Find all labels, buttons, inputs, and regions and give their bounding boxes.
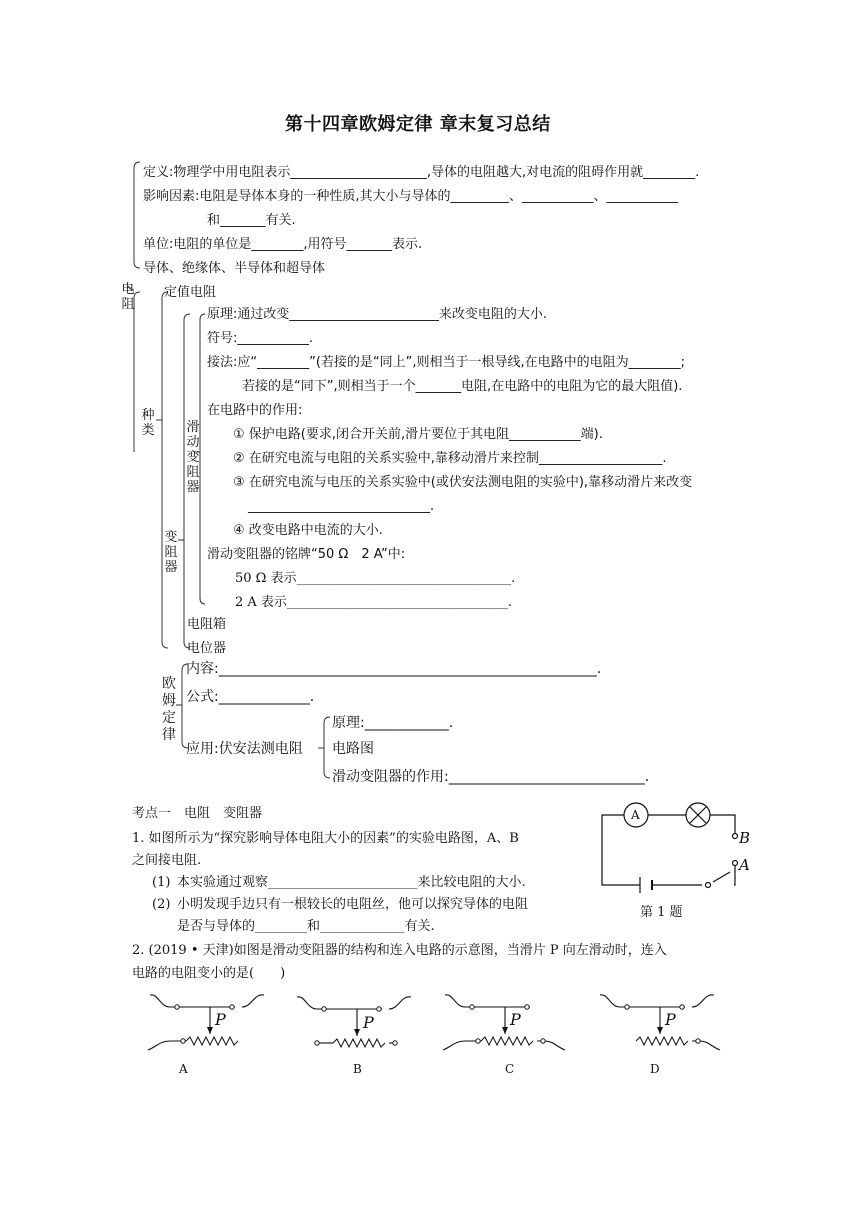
outline-ohm-application: 应用:伏安法测电阻: [186, 741, 303, 757]
slider-rheostat-label: 滑动变阻器: [186, 420, 200, 495]
figure-1-caption: 第 1 题: [640, 905, 683, 920]
question-1-text: 1. 如图所示为“探究影响导体电阻大小的因素”的实验电路图，A、B: [132, 831, 519, 846]
ohm-law-label: 欧姆定律: [162, 676, 176, 743]
option-c-label: C: [505, 1062, 515, 1076]
slider-p-label-c: P: [510, 1010, 521, 1029]
ammeter-label: A: [631, 808, 640, 822]
question-1-1-text: 本实验通过观察_______________________来比较电阻的大小.: [177, 875, 526, 890]
option-b-label: B: [353, 1062, 362, 1076]
outline-role-2: ② 在研究电流与电阻的关系实验中,靠移动滑片来控制___________________.: [233, 451, 667, 466]
section-heading: 考点一 电阻 变阻器: [132, 806, 263, 821]
outline-connection-cont: 若接的是“同下”,则相当于一个_______电阻,在电路中的电阻为它的最大阻值).: [242, 379, 683, 394]
outline-role-4: ④ 改变电路中电流的大小.: [233, 523, 383, 538]
outline-app-principle: 原理:____________.: [332, 715, 454, 731]
outline-potentiometer: 电位器: [187, 641, 227, 656]
slider-p-label-d: P: [665, 1010, 676, 1029]
slider-p-label-a: P: [215, 1010, 226, 1029]
terminal-b-label: B: [739, 829, 751, 847]
question-1-2-number: (2): [152, 897, 171, 912]
question-2-text: 2. (2019 • 天津)如图是滑动变阻器的结构和连入电路的示意图，当滑片 P 向左滑动时，连入: [132, 943, 667, 958]
outline-nameplate-2a: 2 A 表示__________________________________.: [235, 595, 513, 610]
option-d-label: D: [650, 1062, 660, 1076]
question-1-1-number: (1): [152, 875, 171, 890]
outline-role-3: ③ 在研究电流与电压的关系实验中(或伏安法测电阻的实验中),靠移动滑片来改变: [233, 475, 693, 490]
outline-ohm-content: 内容:______________________________________________________.: [186, 661, 602, 677]
question-2-text-cont: 电路的电阻变小的是( ): [132, 966, 286, 981]
question-1-2-text-cont: 是否与导体的________和_____________有关.: [177, 919, 435, 934]
question-1-text-cont: 之间接电阻.: [132, 853, 202, 868]
page-title: 第十四章欧姆定律 章末复习总结: [285, 114, 551, 135]
outline-fixed-resistor: 定值电阻: [164, 285, 217, 300]
outline-symbol: 符号:___________.: [207, 331, 314, 346]
outline-role-1: ① 保护电路(要求,闭合开关前,滑片要位于其电阻___________端).: [233, 427, 603, 442]
types-label: 种类: [141, 408, 155, 438]
outline-nameplate-50: 50 Ω 表示_________________________________.: [235, 571, 516, 586]
outline-role: 在电路中的作用:: [207, 403, 303, 418]
outline-materials: 导体、绝缘体、半导体和超导体: [143, 261, 326, 276]
resistance-label: 电阻: [121, 282, 135, 312]
outline-nameplate: 滑动变阻器的铭牌“50 Ω 2 A”中:: [207, 547, 406, 562]
outline-definition: 定义:物理学中用电阻表示_____________________,导体的电阻越大,对电流的阻碍作用就________.: [143, 165, 700, 180]
outline-unit: 单位:电阻的单位是________,用符号_______表示.: [143, 237, 423, 252]
outline-app-rheostat-role: 滑动变阻器的作用:____________________________.: [332, 769, 650, 785]
option-a-label: A: [179, 1062, 188, 1076]
outline-resistance-box: 电阻箱: [187, 617, 227, 632]
outline-ohm-formula: 公式:_____________.: [186, 689, 315, 705]
outline-connection: 接法:应“________”(若接的是“同上”,则相当于一根导线,在电路中的电阻为________;: [207, 355, 686, 370]
outline-role-3-cont: ____________________________.: [248, 499, 435, 514]
question-1-2-text: 小明发现手边只有一根较长的电阻丝，他可以探究导体的电阻: [177, 897, 529, 912]
rheostat-label: 变阻器: [164, 530, 178, 575]
outline-factors-cont: 和_______有关.: [207, 213, 296, 228]
outline-factors: 影响因素:电阻是导体本身的一种性质,其大小与导体的_________、___________、___________: [143, 189, 679, 204]
terminal-a-label: A: [739, 856, 750, 874]
slider-p-label-b: P: [363, 1013, 374, 1032]
outline-app-circuit: 电路图: [332, 741, 374, 757]
outline-principle: 原理:通过改变_______________________来改变电阻的大小.: [207, 307, 548, 322]
